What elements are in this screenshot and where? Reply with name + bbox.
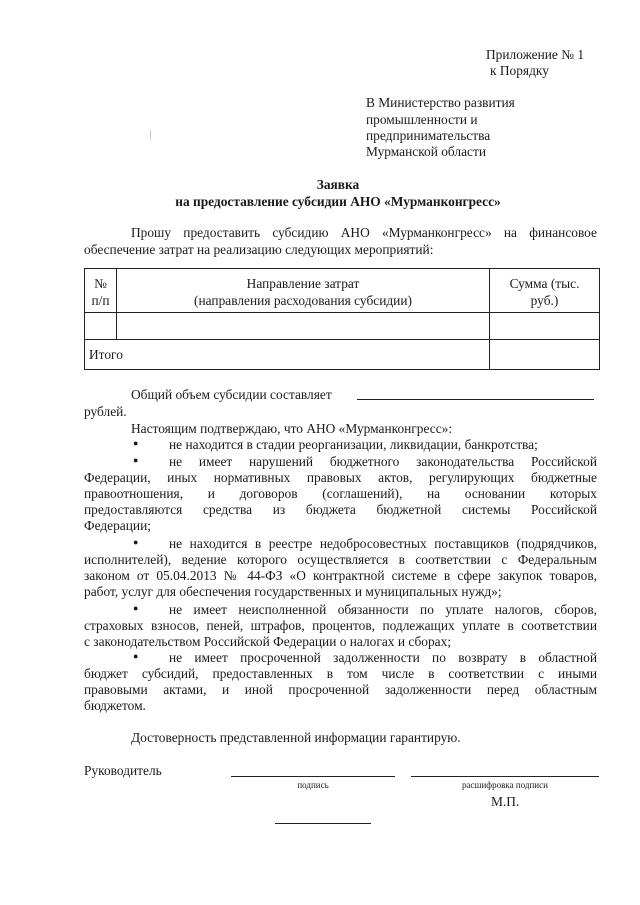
intro-line-2: обеспечение затрат на реализацию следующих мероприятий: (84, 242, 434, 257)
bullet-icon: ● (133, 455, 139, 465)
document-subtitle: на предоставление субсидии АНО «Мурманконгресс» (175, 194, 501, 209)
subsidy-total-label: Общий объем субсидии составляет (131, 387, 332, 402)
bullet-4-line-1: не имеет неисполненной обязанности по уплате налогов, сборов, (169, 602, 597, 617)
header-cell-number (85, 269, 117, 313)
signature-decode-caption: расшифровка подписи (462, 780, 548, 790)
bullet-5-line-3: правовыми актами, и иной просроченной задолженности перед областным (84, 682, 597, 697)
bullet-4-line-3: с законодательством Российской Федерации о налогах и сборах; (84, 634, 452, 649)
table-total-row (85, 340, 600, 370)
appendix-line-1: Приложение № 1 (486, 47, 585, 62)
bullet-3-line-1: не находится в реестре недобросовестных поставщиков (подрядчиков, (169, 536, 597, 551)
scan-mark (150, 130, 151, 140)
bullet-2-line-4: предоставляются средства из бюджета бюджетной системы Российской (84, 502, 597, 517)
addressee-line-3: предпринимательства (366, 128, 491, 143)
bullet-4-line-2: страховых взносов, пеней, штрафов, процентов, подлежащих уплате в соответствии (84, 618, 597, 633)
bullet-1-text: не находится в стадии реорганизации, ликвидации, банкротства; (169, 437, 538, 452)
bullet-2-line-2: Федерации, иных нормативных правовых актов, регулирующих бюджетные (84, 470, 597, 485)
table-cell[interactable] (490, 313, 600, 340)
bullet-icon: ● (133, 651, 139, 661)
total-label-cell: Итого (85, 340, 490, 370)
addressee-line-4: Мурманской области (366, 144, 486, 159)
subsidy-total-field[interactable] (357, 399, 594, 400)
header-amount-line-2: руб.) (530, 293, 559, 308)
table-header-row (85, 269, 600, 313)
header-cell-direction (117, 269, 490, 313)
intro-line-1: Прошу предоставить субсидию АНО «Мурманконгресс» на финансовое (131, 225, 597, 240)
bullet-3-line-4: работ, услуг для обеспечения государственных и муниципальных нужд»; (84, 584, 502, 599)
bullet-2-line-1: не имеет нарушений бюджетного законодательства Российской (169, 454, 597, 469)
bullet-5-line-4: бюджетом. (84, 698, 146, 713)
header-number-line-2: п/п (91, 293, 110, 308)
bullet-icon: ● (133, 438, 139, 448)
header-cell-amount (490, 269, 600, 313)
subsidy-total-currency: рублей. (84, 404, 127, 419)
bullet-3-line-3: законом от 05.04.2013 № 44-ФЗ «О контрактной системе в сфере закупок товаров, (84, 568, 597, 583)
expenses-table (84, 268, 600, 370)
appendix-line-2: к Порядку (490, 63, 549, 78)
signature-caption: подпись (297, 780, 329, 790)
header-number-line-1: № (94, 276, 107, 291)
bullet-2-line-5: Федерации; (84, 518, 151, 533)
header-direction-line-1: Направление затрат (246, 276, 360, 291)
total-amount-cell[interactable] (490, 340, 600, 370)
stamp-label: М.П. (491, 794, 520, 809)
header-direction-line-2: (направления расходования субсидии) (194, 293, 412, 308)
addressee-line-2: промышленности и (366, 112, 478, 127)
bullet-5-line-1: не имеет просроченной задолженности по возврату в областной (169, 650, 597, 665)
signature-field[interactable] (231, 776, 395, 777)
table-cell[interactable] (117, 313, 490, 340)
bullet-3-line-2: исполнителей), ведение которого осуществляется в соответствии с Федеральным (84, 552, 597, 567)
bullet-icon: ● (133, 603, 139, 613)
signature-decode-field[interactable] (411, 776, 599, 777)
table-row (85, 313, 600, 340)
addressee-line-1: В Министерство развития (366, 95, 515, 110)
bullet-2-line-3: правоотношения, и договоров (соглашений), на основании которых (84, 486, 597, 501)
header-amount-line-1: Сумма (тыс. (509, 276, 580, 291)
head-label: Руководитель (84, 763, 162, 778)
table-cell[interactable] (85, 313, 117, 340)
date-field[interactable] (275, 823, 371, 824)
confirmation-statement: Настоящим подтверждаю, что АНО «Мурманконгресс»: (131, 421, 453, 436)
bullet-5-line-2: бюджет субсидий, предоставленных в том числе в соответствии с иными (84, 666, 597, 681)
bullet-icon: ● (133, 537, 139, 547)
guarantee-statement: Достоверность представленной информации гарантирую. (131, 730, 461, 745)
document-title: Заявка (316, 177, 360, 192)
